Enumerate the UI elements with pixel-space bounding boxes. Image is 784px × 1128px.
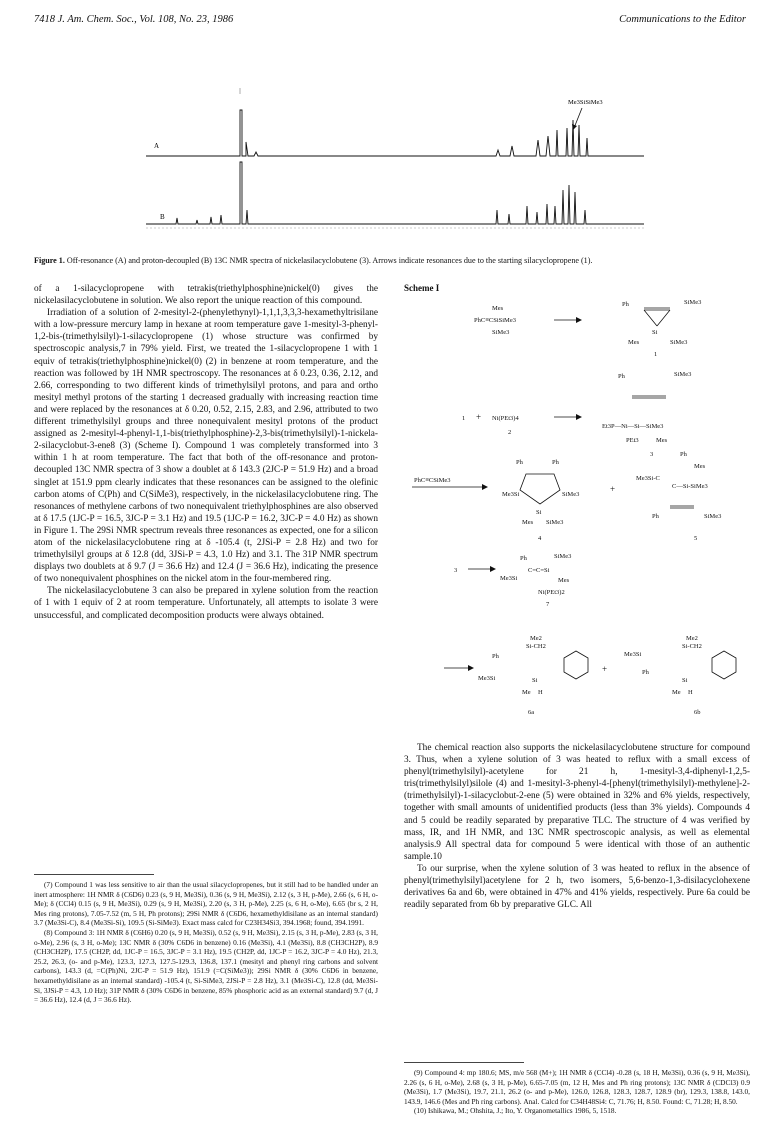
scheme-label: C=C=Si [528,567,550,574]
footnote-rule [34,874,154,875]
scheme-label: Ph [618,373,625,380]
paragraph: The nickelasilacyclobutene 3 can also be prepared in xylene solution from the reaction of 1 with 1 equiv of 2 at room temperature. Unfortunately, all attempts to isolate 3 were unsuccessful, and complicated decomposition products were always obtained. [34,586,378,621]
spectrum-b-label: B [160,213,165,221]
scheme-label: Ph [516,459,523,466]
scheme-title: Scheme I [404,283,440,293]
compound-number: 7 [546,601,550,608]
scheme-label: SiMe3 [554,553,572,560]
scheme-label: H [688,689,693,696]
bond [644,310,657,326]
scheme-label: Et3P—Ni—Si—SiMe3 [602,423,664,430]
nmr-spectra-plot [136,80,656,250]
scheme-label: Si [682,677,688,684]
scheme-label: Si [652,329,658,336]
arrow-head [490,566,496,572]
scheme-label: C—Si-SiMe3 [672,483,708,490]
spectrum-b-trace [146,162,644,224]
arrow-head [468,665,474,671]
scheme-label: Mes [656,437,668,444]
footnote: (8) Compound 3: 1H NMR δ (C6H6) 0.20 (s, 9 H, Me3Si), 0.52 (s, 9 H, Me3Si), 2.15 (s, 3 H, p-Me), 2.83 (s, 3 H, o-Me), 2.96 (s, 3 H, o-Me); 13C NMR δ (30% C6D6 in benzene) 0.16 (Me3Si), 4.1 (Me3Si), 8.8 (CH3CH2P), 8.9 (CH3CH2P), 17.5 (CH2P, dd, 1JC-P = 16.5, 3JC-P = 3.1 Hz), 19.5 (CH2P, dd, 1JC-P = 16.2, 3JC-P = 4.0 Hz), 21.3, 25.2, 26.3, (o- and p-Me), 123.3, 127.3, 127.5-129.3, 136.8, 137.1 (mesityl and phenyl ring carbons and solvent carbons), 143.3 (d, =C(Ph)Ni, 2JC-P = 51.9 Hz), 151.9 (=C(SiMe3)); 29Si NMR δ (30% C6D6 in benzene, hexamethyldisilane as an internal standard) -105.4 (t, Si-SiMe3, 2JSi-P = 2.8 Hz), 3.1 (Me3Si-C), 12.8 (dd, Me3Si-Si, 3JSi-P = 4.3, 1.0 Hz); 31P NMR δ (30% C6D6 in benzene, 85% phosphoric acid as an external standard) 9.7 (d, J = 36.6 Hz), 12.4 (d, J = 36.6 Hz). [34,927,378,1005]
scheme-label: PhC≡CSiMe3 [414,477,451,484]
benzene-ring [712,651,736,679]
scheme-label: Ph [520,555,527,562]
compound-number: 5 [694,535,698,542]
scheme-label: + [602,664,608,674]
scheme-label: Si-CH2 [682,643,702,650]
scheme-label: SiMe3 [684,299,702,306]
scheme-label: Si-CH2 [526,643,546,650]
arrow-head [482,484,488,490]
scheme-label: Ph [552,459,559,466]
scheme-label: Mes [694,463,706,470]
scheme-label: Si [532,677,538,684]
scheme-label: + [610,484,616,494]
compound-number: 2 [508,429,512,436]
right-column [404,742,750,911]
paragraph: To our surprise, when the xylene solution of 3 was heated to reflux in the absence of phenyl(trimethylsilyl)acetylene for 2 h, two isomers, 5,6-benzo-1,3-disilacyclohexene derivatives 6a and 6b, were obtained in 47% and 41% yields, respectively. Pure 6a could be readily separated from 6b by preparative GLC. All [404,863,750,911]
caption-text: Off-resonance (A) and proton-decoupled (B) 13C NMR spectra of nickelasilacyclobutene (3). Arrows indicate resonances due to the starting silacyclopropene (1). [66,256,593,265]
compound-number: 6b [694,709,701,716]
journal-citation: 7418 J. Am. Chem. Soc., Vol. 108, No. 23, 1986 [34,14,234,25]
paragraph: The chemical reaction also supports the nickelasilacyclobutene structure for compound 3. Thus, when a xylene solution of 3 was heated to reflux with a small excess of phenyl(trimethylsilyl)-acetylene for 21 h, 1-mesityl-3,4-diphenyl-1,2,5-tris(trimethylsilyl)silole (4) and 1-mesityl-3-phenyl-4-[phenyl(trimethylsilyl)-methylene]-2-(trimethylsilyl)-1-silacyclobut-2-ene (5) were obtained in 32% and 6% yields, respectively, together with small amounts of unidentified products (less than 3% yields). Compounds 4 and 5 could be readily separated by preparative TLC. The structure of 4 was verified by mass, IR, and 1H NMR, and 13C NMR spectroscopic analysis, as well as elemental analysis.9 All spectral data for compound 5 were identical with those of an authentic sample.10 [404,743,750,862]
scheme-label: Me3Si [624,651,642,658]
footnote-rule [404,1062,524,1063]
scheme-label: Me3Si [500,575,518,582]
benzene-ring [564,651,588,679]
scheme-label: Ph [622,301,629,308]
figure-annotation: Me3SiSiMe3 [568,99,603,106]
scheme-label: Me2 [686,635,698,642]
compound-number: 3 [650,451,654,458]
scheme-label: H [538,689,543,696]
spectrum-a-trace [146,110,644,156]
scheme-label: Ph [642,669,649,676]
scheme-label: Ni(PEt3)4 [492,415,519,422]
reaction-scheme [404,296,750,724]
footnote: (7) Compound 1 was less sensitive to air than the usual silacyclopropenes, but it still had to be handled under an inert atmosphere: 1H NMR δ (C6D6) 0.23 (s, 9 H, Me3Si), 0.36 (s, 9 H, Me3Si), 2.12 (s, 3 H, p-Me), 2.66 (s, 6 H, o-Me); δ (CCl4) 0.15 (s, 9 H, Me3Si), 0.29 (s, 9 H, Me3Si), 2.20 (s, 3 H, p-Me), 2.25 (s, 6 H, o-Me), 6.65 (br s, 2 H, Mes ring protons), 7.05-7.52 (m, 5 H, Ph protons); 29Si NMR δ (C6D6, hexamethyldisilane as an internal standard) 3.7 (Me3Si-C), 8.4 (Me3Si-Si), 109.5 (Si-SiMe3). Exact mass calcd for C23H34Si3, 394.1968; found, 394.1991. [34,880,378,928]
scheme-label: Mes [628,339,640,346]
running-header [34,14,746,30]
scheme-label: Me [672,689,681,696]
scheme-label: Me [522,689,531,696]
arrow-head [576,317,582,323]
footnote: (9) Compound 4: mp 180.6; MS, m/e 568 (M+); 1H NMR δ (CCl4) -0.28 (s, 18 H, Me3Si), 0.36 (s, 9 H, Me3Si), 2.26 (s, 6 H, o-Me), 2.68 (s, 3 H, p-Me), 6.65-7.05 (m, 12 H, Mes and Ph ring protons); 13C NMR δ (CDCl3) 0.9 (Me3Si), 1.7 (Me3Si), 19.7, 21.1, 26.2 (o- and p-Me), 126.0, 126.8, 128.3, 128.7, 128.9 (br), 129.3, 138.8, 143.0, 143.9, 146.6 (Mes and Ph ring carbons). Anal. Calcd for C34H48Si4: C, 71.76; H, 8.50. Found: C, 71.28; H, 8.50. [404,1068,750,1106]
scheme-drawing [404,296,750,724]
silole-ring [520,474,560,504]
scheme-label: Mes [492,305,504,312]
caption-label: Figure 1. [34,256,65,265]
scheme-label: Me3Si [502,491,520,498]
scheme-label: Ni(PEt3)2 [538,589,565,596]
figure-caption [34,255,746,266]
nmr-figure [136,80,656,250]
scheme-label: Mes [558,577,570,584]
scheme-label: Me2 [530,635,542,642]
footnotes-left [34,880,378,1005]
scheme-label: SiMe3 [492,329,510,336]
scheme-label: SiMe3 [670,339,688,346]
scheme-label: PhC≡CSiSiMe3 [474,317,516,324]
scheme-label: 1 [462,415,466,422]
footnote: (10) Ishikawa, M.; Ohshita, J.; Ito, Y. Organometallics 1986, 5, 1518. [414,1106,617,1116]
scheme-label: Ph [652,513,659,520]
scheme-label: Ph [492,653,499,660]
scheme-label: SiMe3 [546,519,564,526]
spectrum-a-label: A [154,142,160,150]
arrow-head [576,414,582,420]
paragraph: Irradiation of a solution of 2-mesityl-2-(phenylethynyl)-1,1,1,3,3,3-hexamethyltrisilane with a low-pressure mercury lamp in hexane at room temperature gave 1-mesityl-3-phenyl-1,2-bis-(trimethylsilyl)-1-silacyclopropene (1) whose structure was confirmed by spectroscopic analysis,7 in 79% yield. First, we treated the 1-silacyclopropene 1 with 1 equiv of tetrakis(triethylphosphine)nickel(0) (2) in benzene at room temperature, and the reaction was followed by 1H NMR spectroscopy. The resonances at δ 0.23, 0.36, 2.12, and 2.66, corresponding to two different kinds of trimethylsilyl protons, and para and ortho mesityl methyl protons of the starting 1 decreased gradually with increasing reaction time and were replaced by the resonances at δ 0.20, 0.52, 2.15, 2.83, and 2.96, attributed to two different trimethylsilyl groups and three nonequivalent mesityl protons of the product assigned as 2-mesityl-4-phenyl-1,1-bis(triethylphosphine)-2,3-bis(trimethylsilyl)-1-nickela-2-silacyclobut-3-ene8 (3) (Scheme I). Compound 1 was completely transformed into 3 within 1 h at room temperature. The fact that both of the off-resonance and proton-decoupled 13C NMR spectra of 3 show a doublet at δ 143.3 (2JC-P = 51.9 Hz) and a broad singlet at 151.9 ppm clearly indicates that these resonances can be assigned to the olefinic carbon atoms of C(Ph) and C(SiMe3), respectively, in the nickelasilacyclobutene ring. The resonances of methylene carbons of two nonequivalent triethylphosphines are also observed at δ 17.5 (1JC-P = 16.5, 3JC-P = 3.1 Hz) and 19.5 (1JC-P = 16.2, 3JC-P = 4.0 Hz) as shown in Figure 1. The 29Si NMR spectrum reveals three resonances as expected, one for a silicon atom of the nickelasilacyclobutene ring at δ -105.4 (t, 2JSi-P = 2.8 Hz) and two for trimethylsilyl groups at δ 12.8 (dd, 3JSi-P = 4.3, 1.0 Hz) and 3.1. The 31P NMR spectrum displays two doublets at δ 9.7 (J = 36.6 Hz) and 12.4 (J = 36.6 Hz), indicating the presence of two nonequivalent phosphines on the nickel atom in the four-membered ring. [34,308,378,585]
scheme-label: 3 [454,567,458,574]
compound-number: 4 [538,535,542,542]
arrow-line [574,108,582,128]
scheme-label: SiMe3 [704,513,722,520]
scheme-label: Ph [680,451,687,458]
footnotes-right [404,1068,750,1116]
paragraph: of a 1-silacyclopropene with tetrakis(triethylphosphine)nickel(0) gives the nickelasilacyclobutene in solution. We also report the unique reaction of this compound. [34,284,378,307]
scheme-label: + [476,412,482,422]
scheme-label: PEt3 [626,437,639,444]
section-title: Communications to the Editor [619,14,746,25]
left-column [34,283,378,622]
scheme-label: SiMe3 [674,371,692,378]
scheme-label: SiMe3 [562,491,580,498]
scheme-label: Me3Si-C [636,475,660,482]
compound-number: 6a [528,709,535,716]
scheme-label: Me3Si [478,675,496,682]
bond [657,310,670,326]
compound-number: 1 [654,351,658,358]
scheme-label: Si [536,509,542,516]
scheme-label: Mes [522,519,534,526]
